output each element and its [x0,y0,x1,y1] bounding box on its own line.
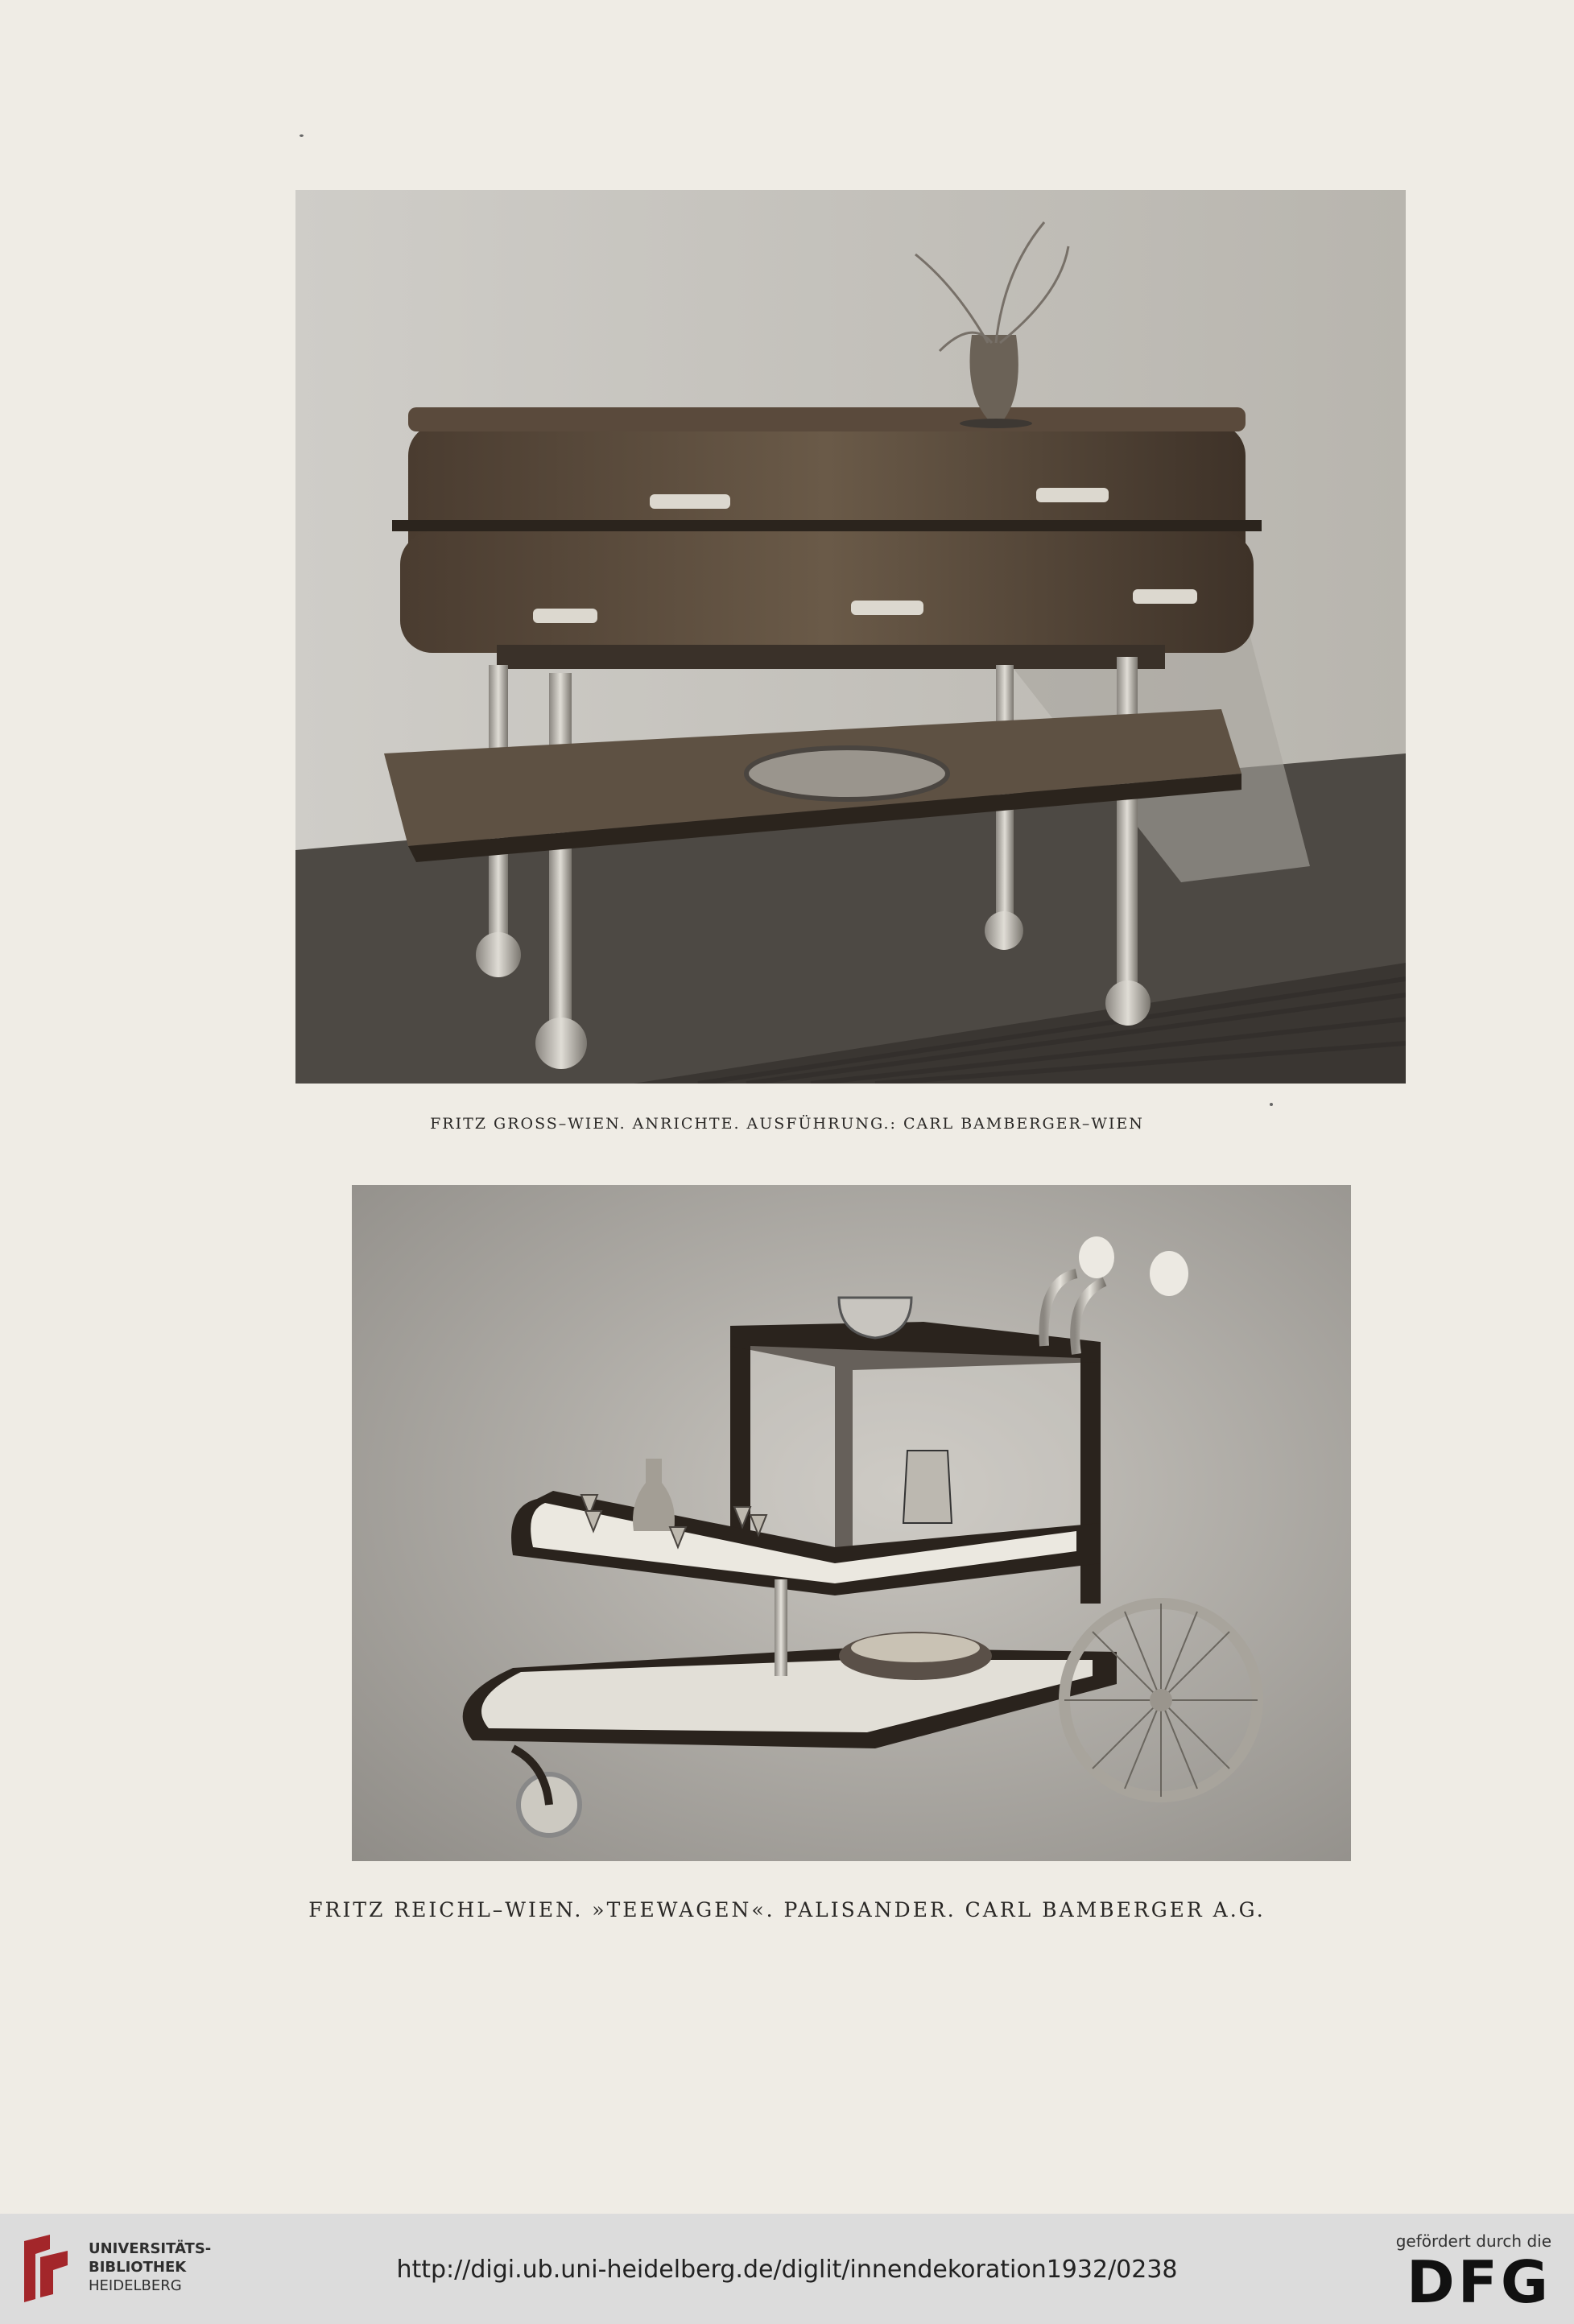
caption-tea-trolley: FRITZ REICHL–WIEN. »TEEWAGEN«. PALISANDER. CARL BAMBERGER A.G. [308,1898,1266,1922]
speck [1270,1103,1273,1106]
caption-sideboard: FRITZ GROSS–WIEN. ANRICHTE. AUSFÜHRUNG.: CARL BAMBERGER–WIEN [430,1115,1144,1133]
speck [300,134,304,137]
tea-trolley-illustration [352,1185,1351,1861]
institution-line-2: BIBLIOTHEK [89,2259,187,2276]
dfg-logo: DFG [1406,2248,1551,2316]
institution-line-3: HEIDELBERG [89,2277,182,2294]
sponsor-block [1396,2231,1551,2314]
sponsor-text: gefördert durch die [1395,2231,1551,2251]
sideboard-illustration [295,190,1406,1084]
source-url-link[interactable]: http://digi.ub.uni-heidelberg.de/diglit/innendekoration1932/0238 [396,2256,1178,2284]
footer-bar [0,2214,1574,2324]
photo-tea-trolley [352,1185,1351,1861]
photo-sideboard [295,190,1406,1084]
institution-line-1: UNIVERSITÄTS- [89,2240,212,2257]
